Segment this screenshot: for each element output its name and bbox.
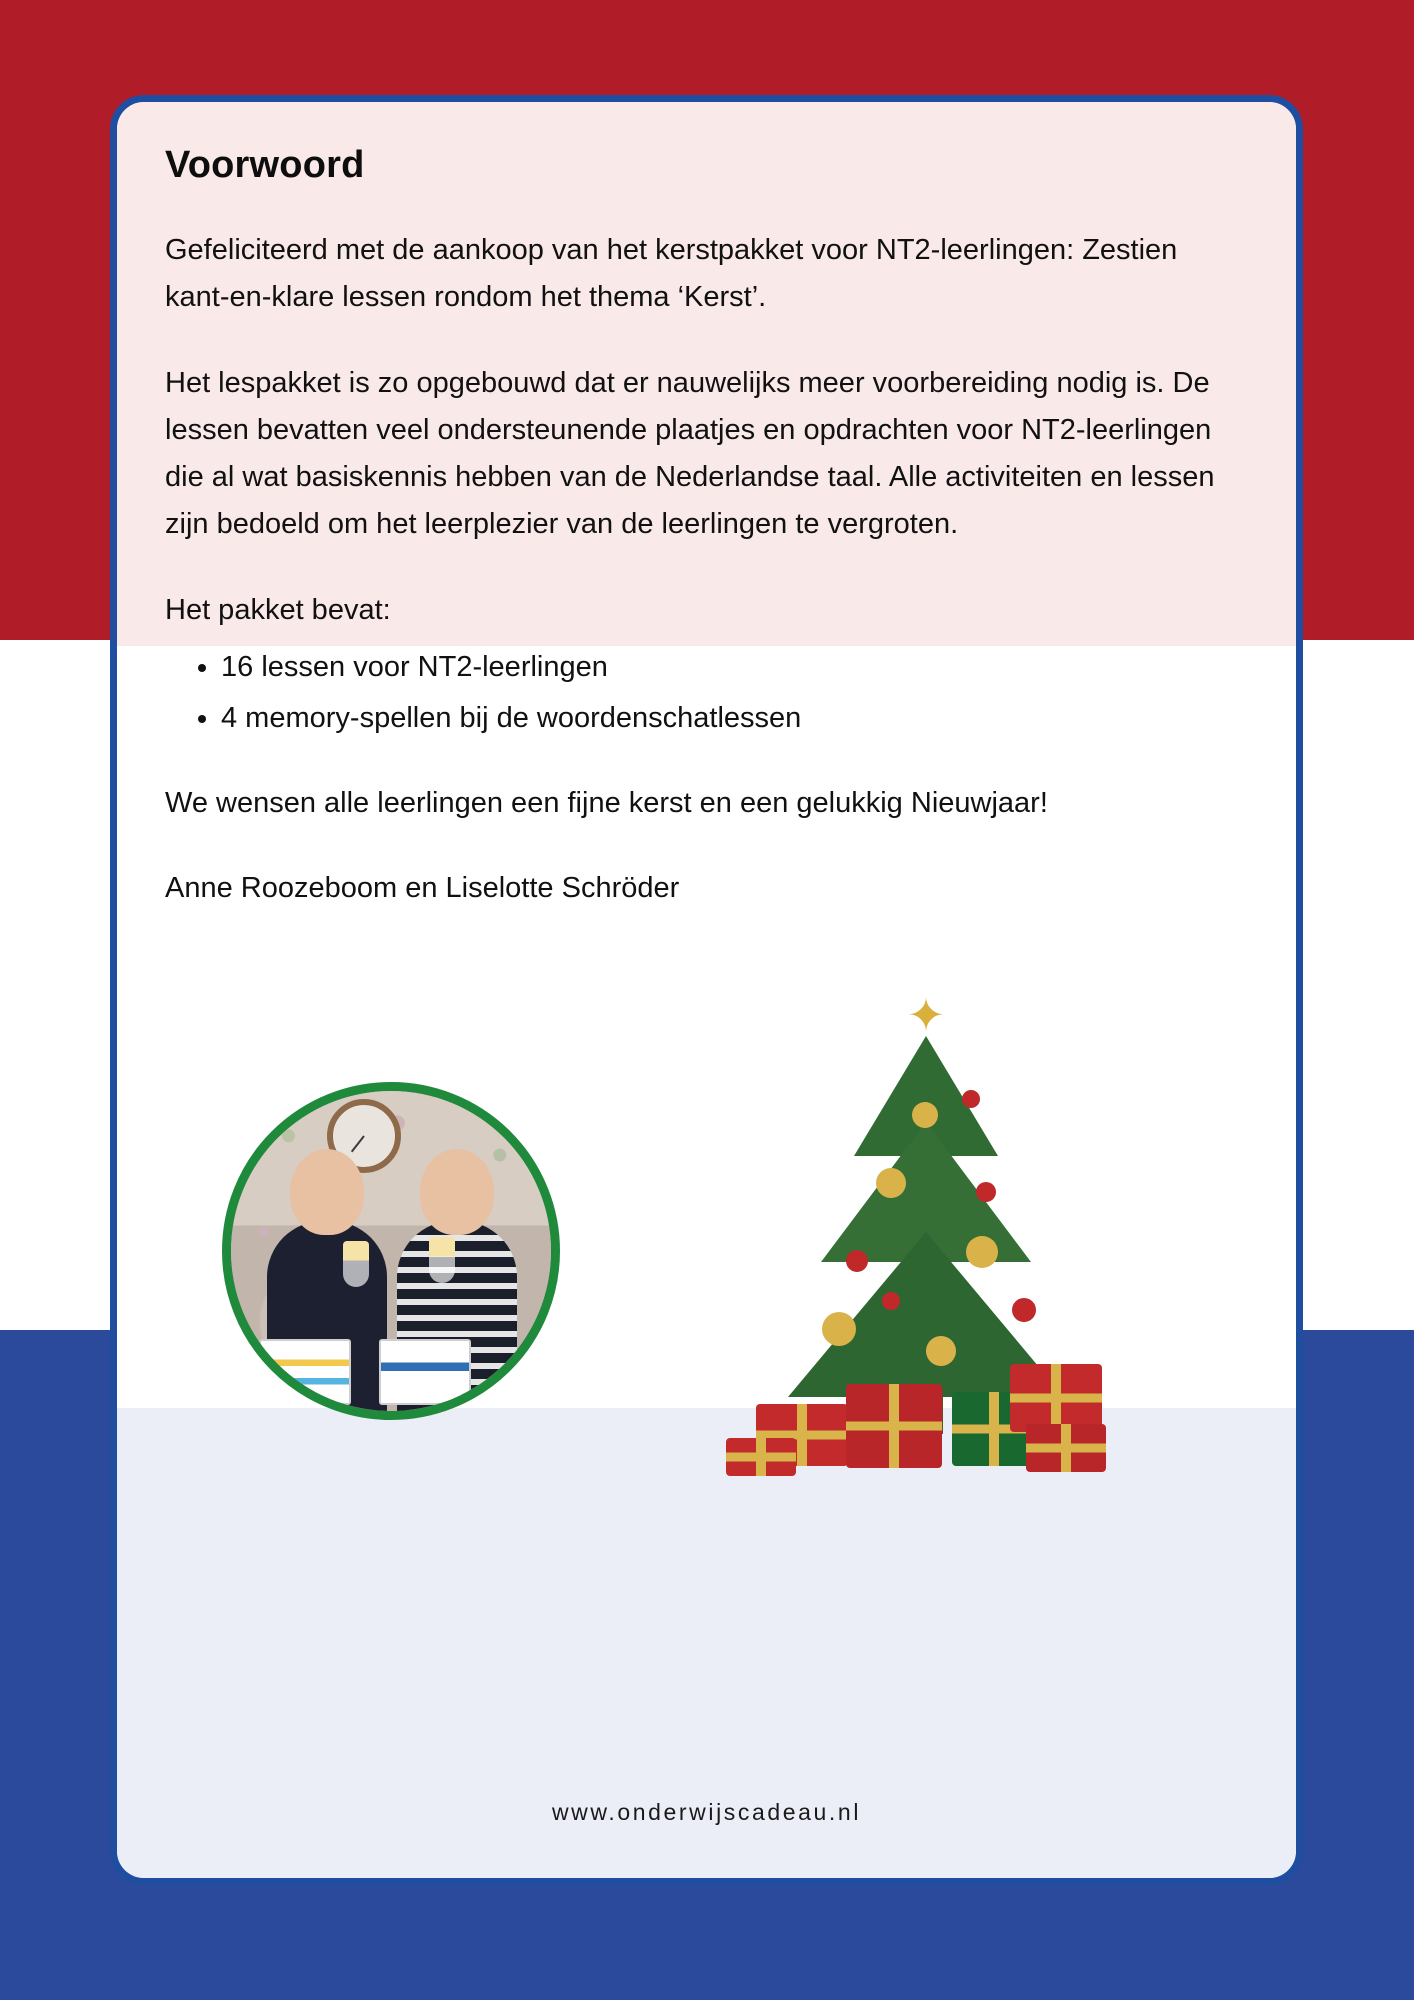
certificate-card [379,1339,471,1405]
champagne-glass-icon [343,1241,369,1287]
head-right [420,1149,494,1235]
gift-box [1026,1424,1106,1472]
list-item: • 4 memory-spellen bij de woordenschatlessen [221,695,1248,742]
bauble-red [976,1182,996,1202]
detail-paragraph: Het lespakket is zo opgebouwd dat er nauwelijks meer voorbereiding nodig is. De lessen bevatten veel ondersteunende plaatjes en opdrachten voor NT2-leerlingen die al wat basiskennis hebben van de Nederlandse taal. Alle activiteiten en lessen zijn bedoeld om het leerplezier van de leerlingen te vergroten. [165,366,1215,541]
bauble-gold [966,1236,998,1268]
bauble-red [1012,1298,1036,1322]
bauble-gold [822,1312,856,1346]
document-card [110,95,1303,1885]
champagne-glass-icon [429,1237,455,1283]
bauble-gold [876,1168,906,1198]
contents-list [165,644,1248,742]
footer-website-url[interactable]: www.onderwijscadeau.nl [551,1799,862,1825]
bauble-gold [926,1336,956,1366]
card-content [117,102,1296,912]
intro-paragraph: Gefeliciteerd met de aankoop van het kerstpakket voor NT2-leerlingen: Zestien kant-en-klare lessen rondom het thema ‘Kerst’. [165,234,1178,314]
closing-paragraph: We wensen alle leerlingen een fijne kerst en een gelukkig Nieuwjaar! [165,786,1048,819]
bauble-red [882,1292,900,1310]
list-item: • 16 lessen voor NT2-leerlingen [221,644,1248,691]
head-left [290,1149,364,1235]
illustrations-row [117,989,1296,1622]
authors-photo [222,1082,560,1420]
contents-lead: Het pakket bevat: [165,593,391,626]
tree-star-icon: ✦ [906,989,946,1041]
gift-box [726,1438,796,1476]
bauble-red [846,1250,868,1272]
signature-paragraph: Anne Roozeboom en Liselotte Schröder [165,872,680,905]
certificate-card [259,1339,351,1405]
photo-background [231,1091,551,1411]
bauble-red [962,1090,980,1108]
bauble-gold [912,1102,938,1128]
page-title: Voorwoord [165,144,365,186]
gift-box [846,1384,942,1468]
gift-box [1010,1364,1102,1432]
christmas-tree-illustration [726,989,1126,1552]
